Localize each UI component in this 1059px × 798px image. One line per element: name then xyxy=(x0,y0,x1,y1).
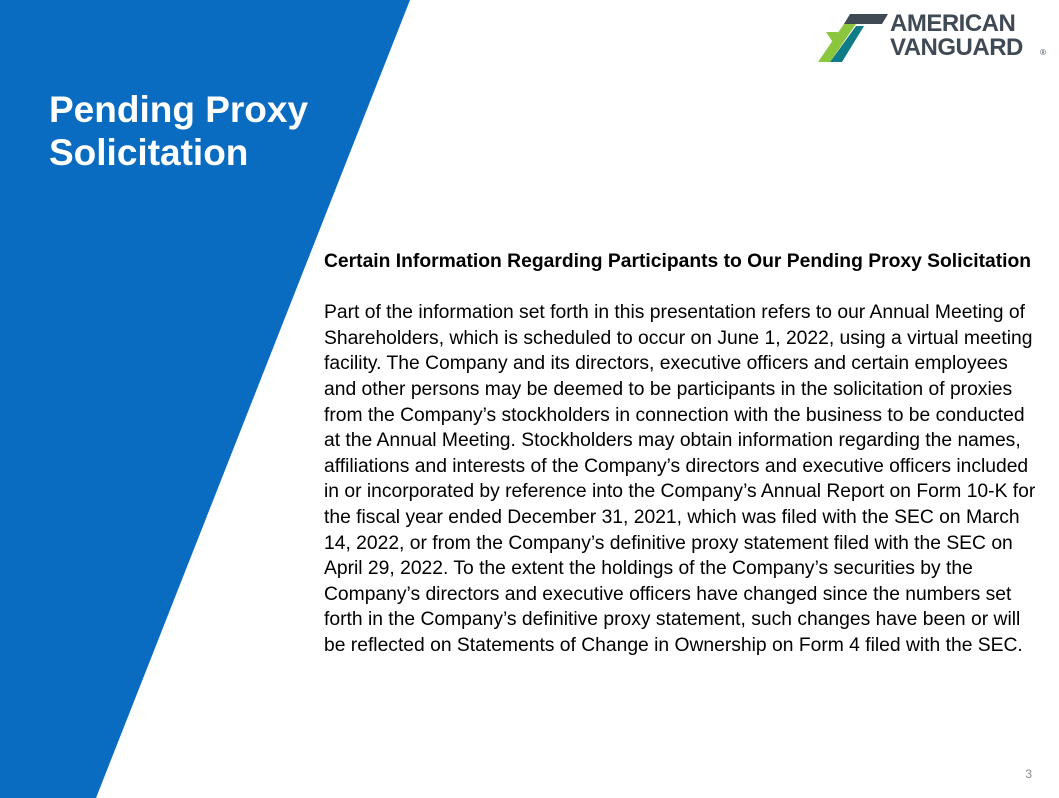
slide-title-line-1: Pending Proxy xyxy=(49,89,309,130)
content-body: Part of the information set forth in this presentation refers to our Annual Meeting of Shareholders, which is scheduled to occur on June 1, 2022, using a virtual meeting facility. The Company and its directors, executive officers and certain employees and other persons may be deemed to be participants in the solicitation of proxies from the Company’s stockholders in connection with the business to be conducted at the Annual Meeting. Stockholders may obtain information regarding the names, affiliations and interests of the Company’s directors and executive officers included in or incorporated by reference into the Company’s Annual Report on Form 10-K for the fiscal year ended December 31, 2021, which was filed with the SEC on March 14, 2022, or from the Company’s definitive proxy statement filed with the SEC on April 29, 2022. To the extent the holdings of the Company’s securities by the Company’s directors and executive officers have changed since the numbers set forth in the Company’s definitive proxy statement, such changes have been or will be reflected on Statements of Change in Ownership on Form 4 filed with the SEC. xyxy=(324,302,1036,656)
content-heading: Certain Information Regarding Participants to Our Pending Proxy Solicitation xyxy=(324,251,1032,272)
registered-mark: ® xyxy=(1040,48,1046,57)
logo-wordmark xyxy=(890,12,1023,60)
content-block xyxy=(324,249,1036,659)
logo-wordmark-line-1: AMERICAN xyxy=(890,10,1016,37)
logo-chevron-icon xyxy=(816,12,888,62)
logo-wordmark-line-2: VANGUARD xyxy=(890,34,1023,61)
american-vanguard-logo xyxy=(816,8,1046,68)
page-number: 3 xyxy=(1025,767,1032,781)
slide-title-line-2: Solicitation xyxy=(49,132,249,173)
slide-title xyxy=(49,88,349,174)
